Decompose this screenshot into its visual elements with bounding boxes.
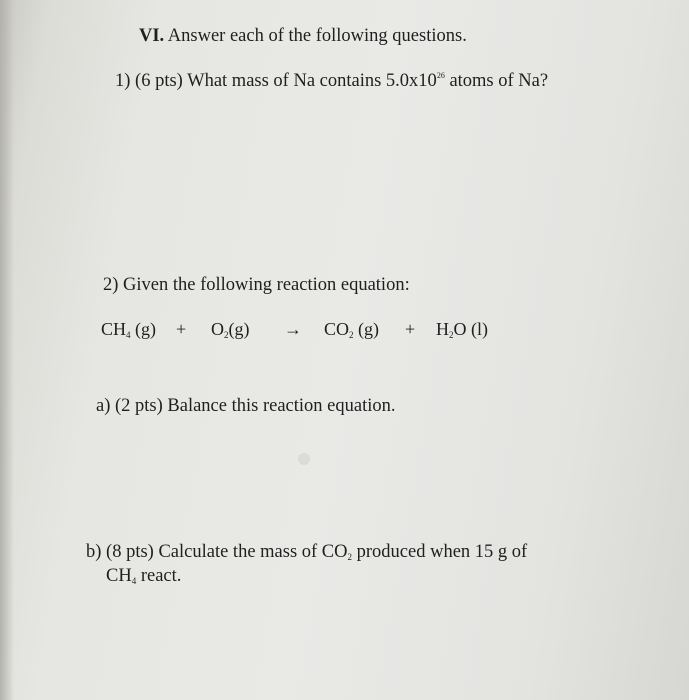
question-2a: a) (2 pts) Balance this reaction equation.	[96, 396, 396, 416]
section-title: Answer each of the following questions.	[167, 26, 467, 46]
reactant-o2: $O_2(g)$	[211, 319, 250, 340]
question-1	[115, 70, 548, 92]
plus-sign-1: +	[176, 319, 187, 339]
question-2b-line-2: $CH_4$ react.	[106, 566, 182, 586]
question-1-text: 1) (6 pts) What mass of Na contains 5.0x10	[115, 71, 437, 91]
question-2b-line-1: b) (8 pts) Calculate the mass of $CO_2$ produced when 15 g of	[86, 542, 528, 562]
section-numeral: VI.	[139, 26, 165, 46]
question-2-intro: 2) Given the following reaction equation:	[103, 275, 410, 295]
reaction-arrow: →	[284, 319, 302, 339]
section-heading	[139, 25, 467, 47]
question-1-exponent: 26	[436, 71, 445, 80]
question-1-text-end: atoms of Na?	[444, 71, 549, 91]
page-edge-shadow	[0, 0, 14, 700]
product-h2o: $H_2O$ (l)	[436, 319, 488, 340]
paper-smudge	[298, 453, 310, 465]
plus-sign-2: +	[405, 319, 416, 339]
product-co2: $CO_2$ (g)	[324, 319, 380, 340]
reactant-ch4: $CH_4$ (g)	[101, 319, 157, 340]
